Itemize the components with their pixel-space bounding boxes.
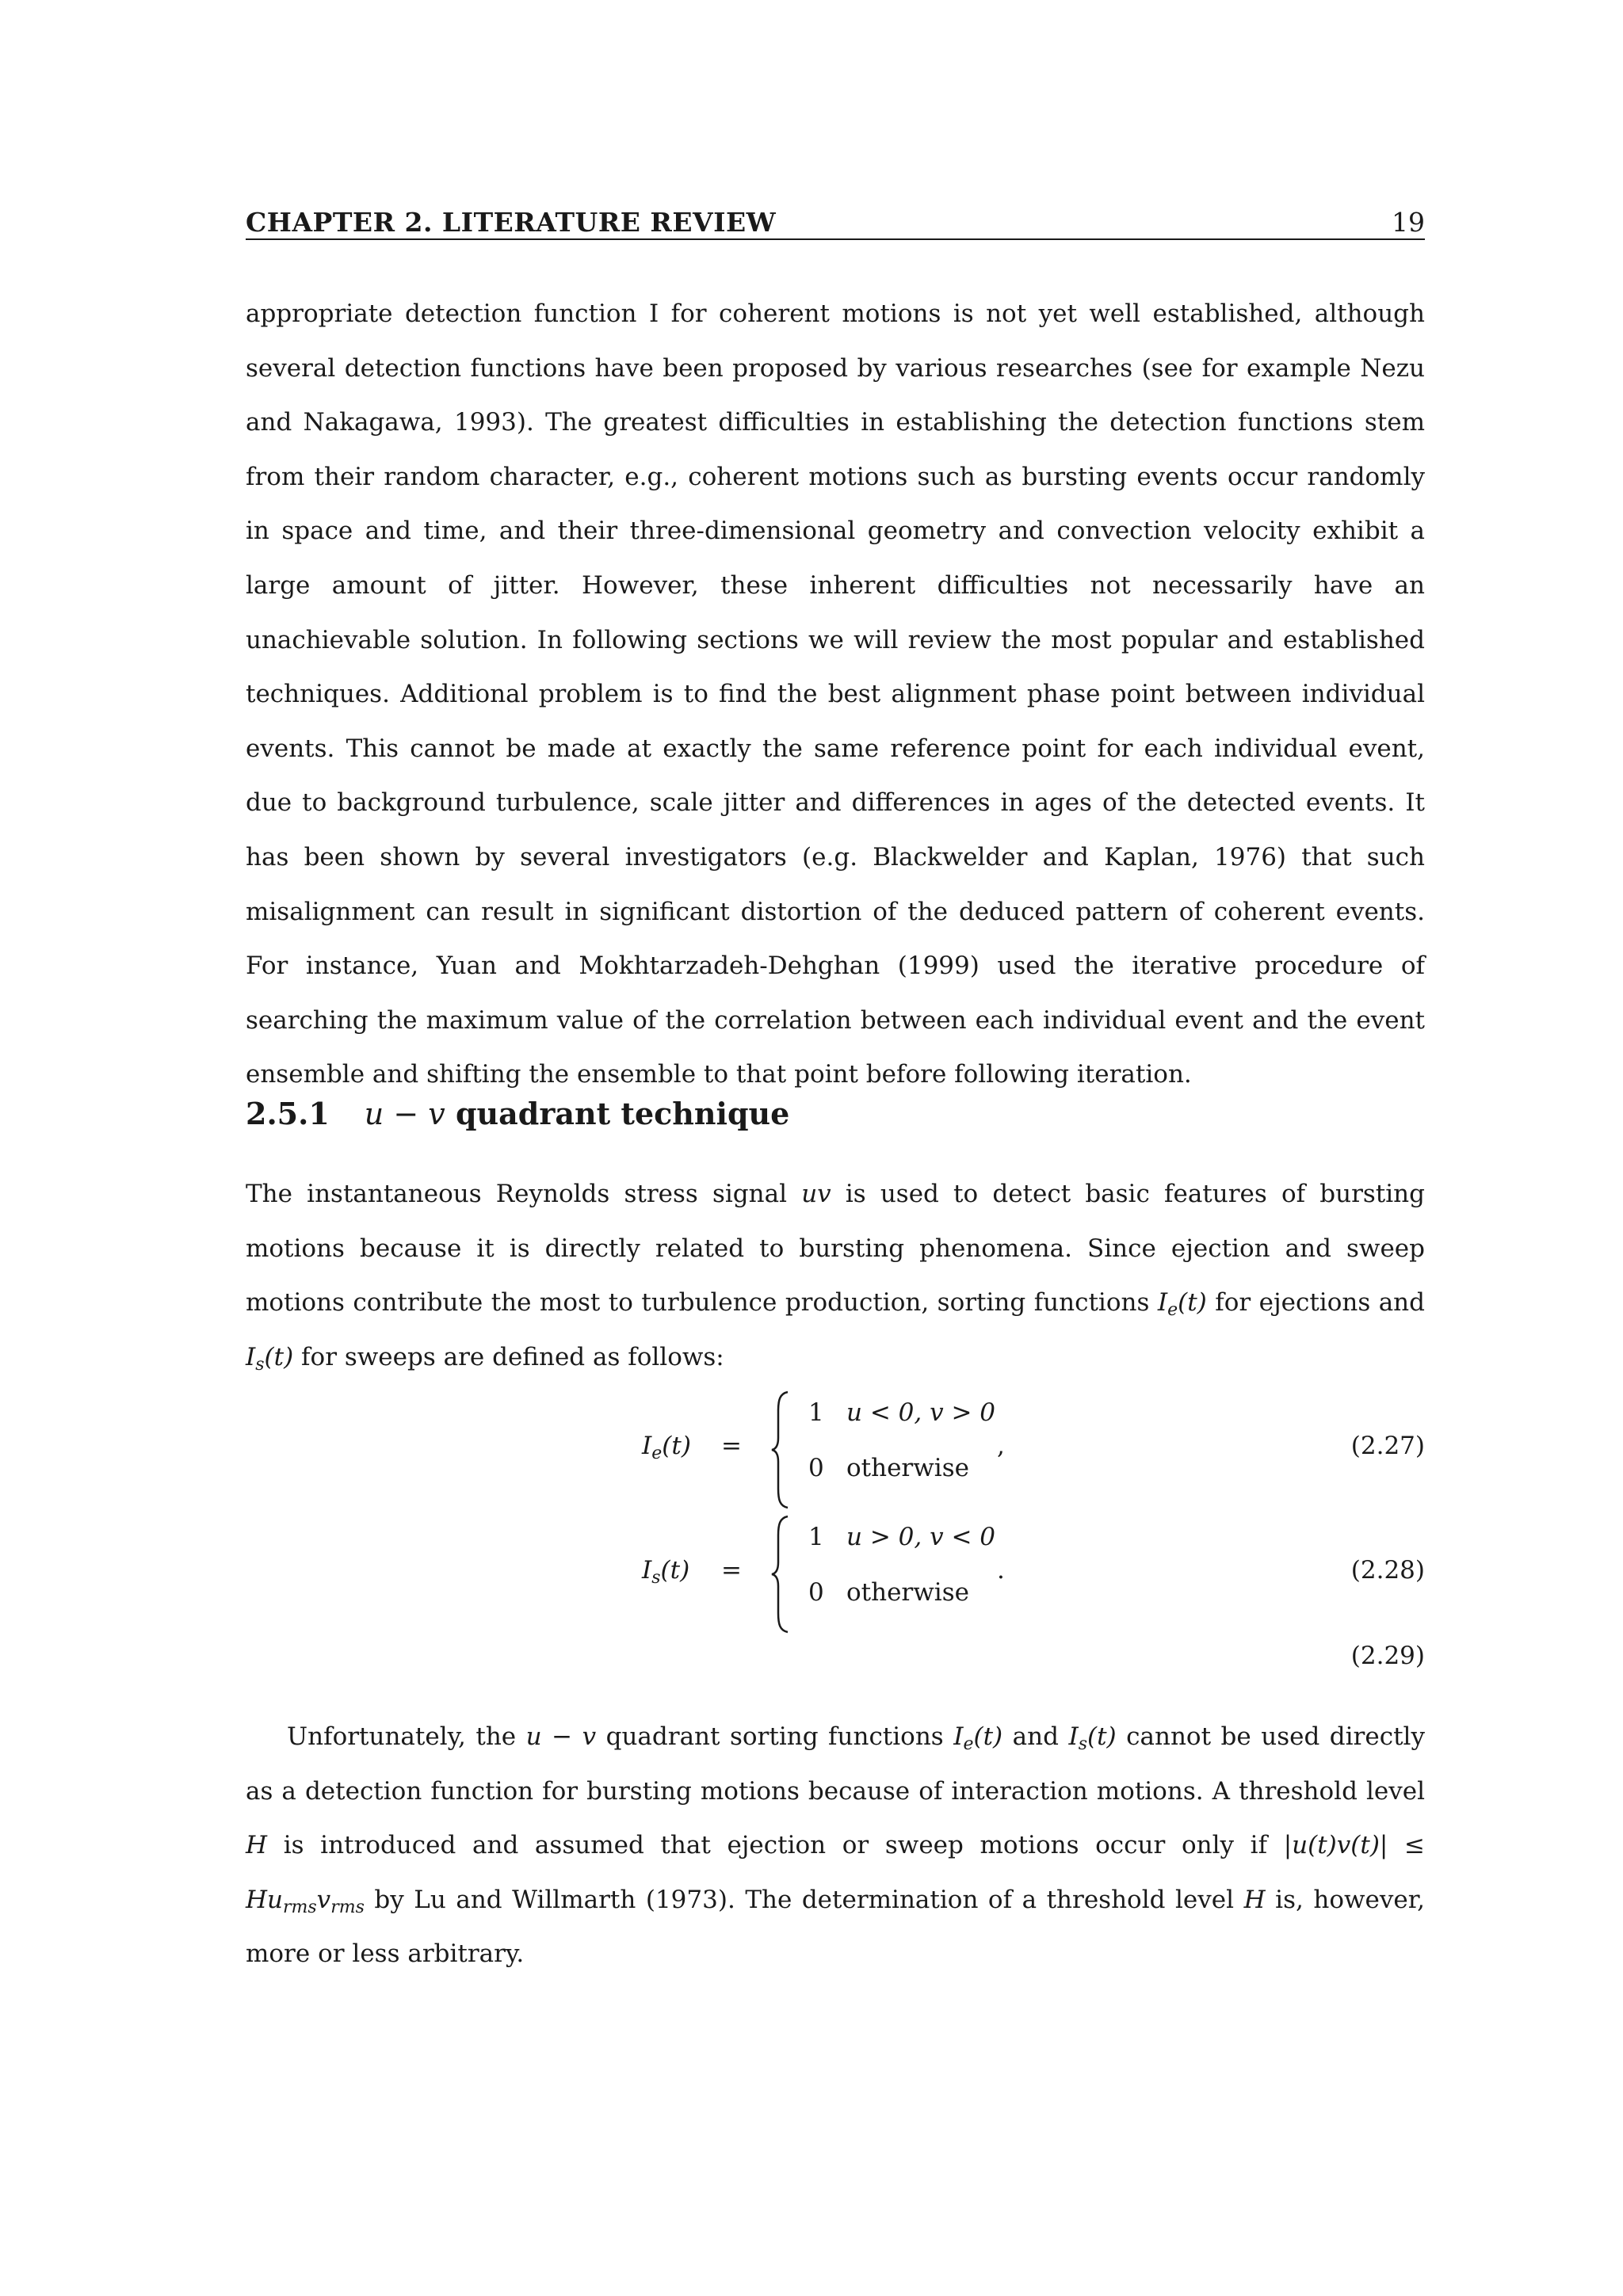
left-brace-icon	[770, 1390, 791, 1509]
equation-2-27: $I_e(t)$ = 1 u < 0, v > 0 0 otherwise , (2.27)	[618, 1390, 1425, 1509]
equation-lhs: $I_e(t)$	[642, 1432, 691, 1463]
case-row-2: 0 otherwise	[808, 1454, 969, 1482]
section-number: 2.5.1	[246, 1096, 330, 1131]
body-paragraph-2: The instantaneous Reynolds stress signal uv is used to detect basic features of bursting motions because it is directly related to bursting phenomena. Since ejection and sweep motions contribute the most to turbulence production, sorting functions $I_e(t)$ for ejections and $I_s(t)$ for sweeps are defined as follows:	[246, 1180, 1425, 1375]
body-paragraph-1: appropriate detection function I for coherent motions is not yet well established, although several detection functions have been proposed by various researches (see for example Nezu and Nakagawa, 1993). The greatest difficulties in establishing the detection functions stem from their random character, e.g., coherent motions such as bursting events occur randomly in space and time, and their three-dimensional geometry and convection velocity exhibit a large amount of jitter. However, these inherent difficulties not necessarily have an unachievable solution. In following sections we will review the most popular and established techniques. Additional problem is to find the best alignment phase point between individual events. This cannot be made at exactly the same reference point for each individual event, due to background turbulence, scale jitter and differences in ages of the detected events. It has been shown by several investigators (e.g. Blackwelder and Kaplan, 1976) that such misalignment can result in significant distortion of the deduced pattern of coherent events. For instance, Yuan and Mokhtarzadeh-Dehghan (1999) used the iterative procedure of searching the maximum value of the correlation between each individual event and the event ensemble and shifting the ensemble to that point before following iteration.	[246, 299, 1425, 1089]
equation-2-28: $I_s(t)$ = 1 u > 0, v < 0 0 otherwise . (2.28)	[618, 1515, 1425, 1634]
equals-sign: =	[721, 1556, 742, 1585]
page-number: 19	[1392, 207, 1425, 238]
chapter-title: CHAPTER 2. LITERATURE REVIEW	[246, 207, 777, 238]
equation-lhs: $I_s(t)$	[642, 1556, 690, 1588]
section-heading	[246, 1096, 789, 1131]
case-row-1: 1 u < 0, v > 0	[808, 1398, 995, 1427]
running-header	[246, 200, 1425, 240]
left-brace-icon	[770, 1515, 791, 1634]
section-math: u − v	[364, 1097, 445, 1131]
equation-number-2-29: (2.29)	[1350, 1642, 1425, 1670]
case-row-1: 1 u > 0, v < 0	[808, 1523, 995, 1551]
section-title: quadrant technique	[455, 1096, 790, 1131]
equation-number: (2.27)	[1350, 1432, 1425, 1460]
case-row-2: 0 otherwise	[808, 1578, 969, 1607]
equation-number: (2.28)	[1350, 1556, 1425, 1585]
equals-sign: =	[721, 1432, 742, 1460]
body-paragraph-3: Unfortunately, the u − v quadrant sorting functions $I_e(t)$ and $I_s(t)$ cannot be used directly as a detection function for bursting motions because of interaction motions. A threshold level H is introduced and assumed that ejection or sweep motions occur only if $|u(t)v(t)| \le Hu_{rms}v_{rms}$ by Lu and Willmarth (1973). The determination of a threshold level H is, however, more or less arbitrary.	[246, 1722, 1425, 1969]
